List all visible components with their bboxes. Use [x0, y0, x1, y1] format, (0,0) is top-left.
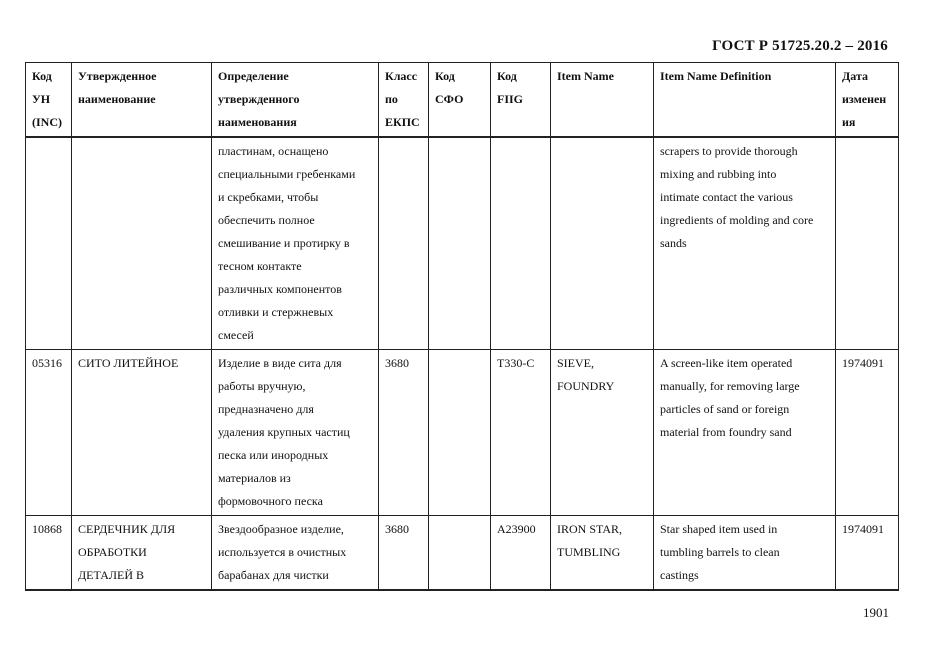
cell-item-name — [551, 137, 654, 350]
cell-item-name: SIEVE, FOUNDRY — [551, 350, 654, 516]
cell-fiig — [491, 137, 551, 350]
cell-code — [26, 137, 72, 350]
col-header-item-definition: Item Name Definition — [654, 63, 836, 138]
col-header-definition: Определение утвержденного наименования — [212, 63, 379, 138]
cell-code: 05316 — [26, 350, 72, 516]
col-header-name: Утвержденное наименование — [72, 63, 212, 138]
cell-class: 3680 — [379, 516, 429, 591]
cell-class: 3680 — [379, 350, 429, 516]
cell-item-definition: scrapers to provide thorough mixing and rubbing into intimate contact the various ingredients of molding and core sands — [654, 137, 836, 350]
cell-definition: Звездообразное изделие, используется в очистных барабанах для чистки — [212, 516, 379, 591]
col-header-code: Код УН (INC) — [26, 63, 72, 138]
table-row — [26, 516, 899, 591]
cell-name: СЕРДЕЧНИК ДЛЯ ОБРАБОТКИ ДЕТАЛЕЙ В — [72, 516, 212, 591]
col-header-sfo: Код СФО — [429, 63, 491, 138]
cell-sfo — [429, 137, 491, 350]
cell-item-definition: A screen-like item operated manually, for removing large particles of sand or foreign material from foundry sand — [654, 350, 836, 516]
cell-sfo — [429, 516, 491, 591]
cell-date: 1974091 — [836, 350, 899, 516]
cell-name: СИТО ЛИТЕЙНОЕ — [72, 350, 212, 516]
header-row — [26, 63, 899, 138]
cell-definition: пластинам, оснащено специальными гребенками и скребками, чтобы обеспечить полное смешивание и протирку в тесном контакте различных компонентов отливки и стержневых смесей — [212, 137, 379, 350]
cell-date: 1974091 — [836, 516, 899, 591]
cell-item-definition: Star shaped item used in tumbling barrels to clean castings — [654, 516, 836, 591]
col-header-class: Класс по ЕКПС — [379, 63, 429, 138]
col-header-fiig: Код FIIG — [491, 63, 551, 138]
cell-sfo — [429, 350, 491, 516]
catalog-table — [25, 62, 899, 591]
page-number: 1901 — [863, 605, 889, 620]
cell-name — [72, 137, 212, 350]
cell-fiig: A23900 — [491, 516, 551, 591]
table-row — [26, 137, 899, 350]
cell-fiig: T330-C — [491, 350, 551, 516]
cell-date — [836, 137, 899, 350]
table-row — [26, 350, 899, 516]
col-header-item-name: Item Name — [551, 63, 654, 138]
cell-class — [379, 137, 429, 350]
col-header-date: Дата изменен ия — [836, 63, 899, 138]
cell-definition: Изделие в виде сита для работы вручную, предназначено для удаления крупных частиц песка или инородных материалов из формовочного песка — [212, 350, 379, 516]
cell-item-name: IRON STAR, TUMBLING — [551, 516, 654, 591]
cell-code: 10868 — [26, 516, 72, 591]
document-id: ГОСТ Р 51725.20.2 – 2016 — [712, 38, 888, 54]
